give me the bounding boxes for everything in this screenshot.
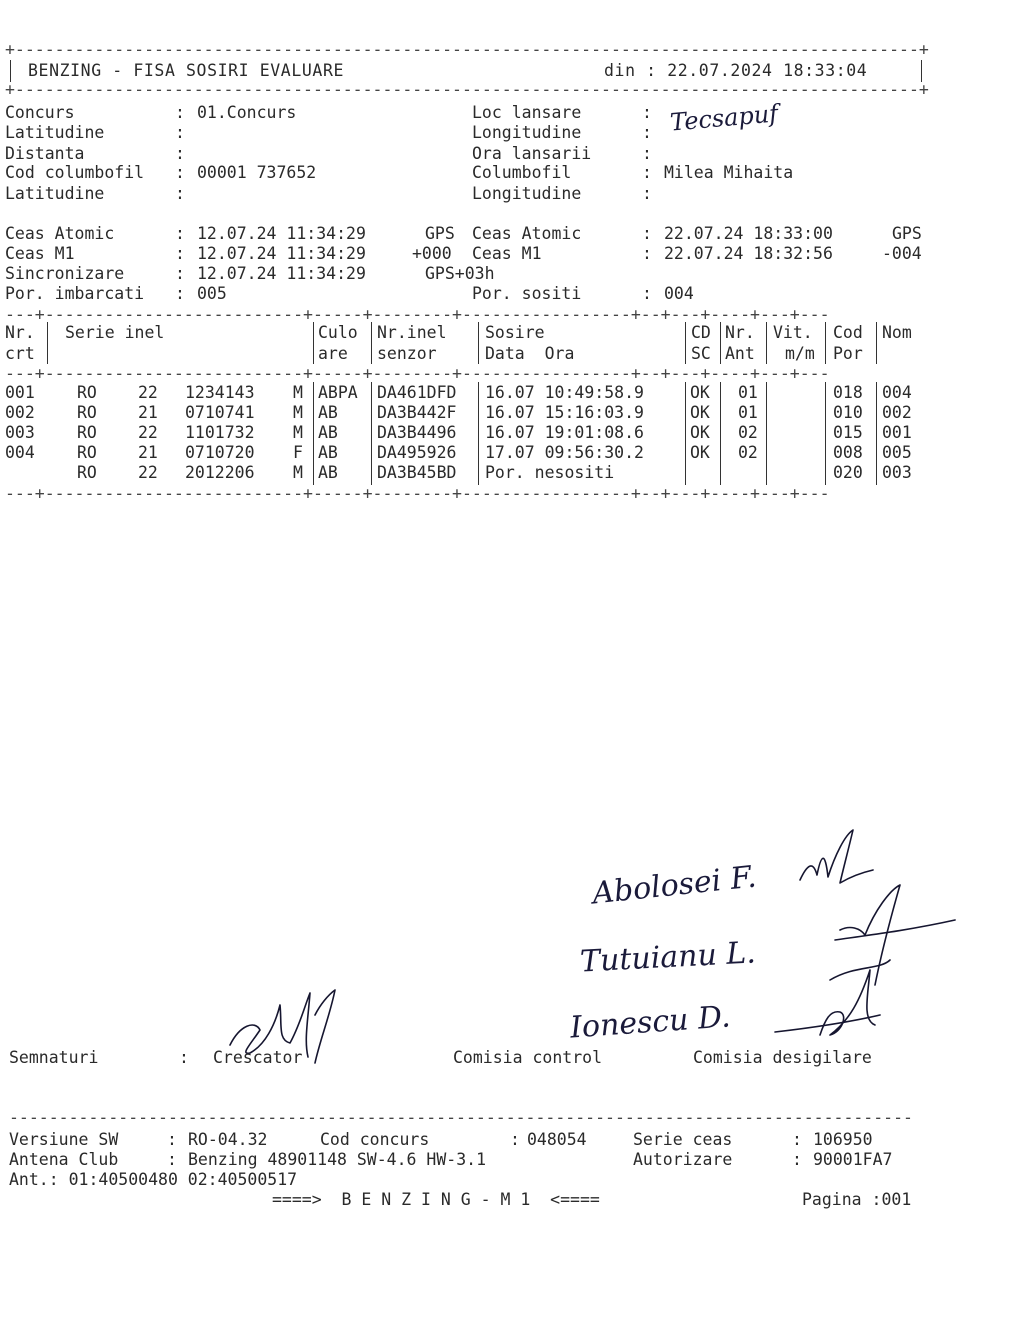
th-are: are [318,344,348,363]
colon: : [167,1150,177,1169]
cell-cdsc: OK [690,383,710,402]
info-value-cod-columbofil: 00001 737652 [197,163,317,182]
cell-nom: 004 [882,383,912,402]
th-cod: Cod [833,323,863,342]
cell-nr: 002 [5,403,35,422]
footer-autorizare-label: Autorizare [633,1150,733,1169]
cell-culoare: AB [318,463,338,482]
cell-inel: 1234143 [185,383,255,402]
clock-left-value-2: 12.07.24 11:34:29 [197,264,366,283]
colon: : [642,184,652,203]
cell-ant: 01 [738,403,758,422]
footer-serie-ceas: 106950 [813,1130,873,1149]
clock-right-value-0: 22.07.24 18:33:00 [664,224,833,243]
cell-sex: M [293,383,303,402]
footer-pagina: Pagina :001 [802,1190,912,1209]
info-label-longitudine-2: Longitudine [472,184,582,203]
col-sep [313,322,314,364]
th-vit: Vit. [773,323,813,342]
cell-an: 21 [138,403,158,422]
col-sep [720,322,721,364]
signature-control-3 [770,960,890,1040]
cell-sex: M [293,463,303,482]
handwritten-name-3: Ionescu D. [568,999,732,1046]
cell-inel: 0710741 [185,403,255,422]
cell-sosire: 16.07 10:49:58.9 [485,383,644,402]
col-sep [876,322,877,364]
cell-sosire: Por. nesositi [485,463,615,482]
colon: : [642,284,652,303]
clock-right-suffix-1: -004 [882,244,922,263]
info-label-cod-columbofil: Cod columbofil [5,163,145,182]
colon: : [167,1130,177,1149]
th-sc: SC [691,344,711,363]
header-left-border [10,60,11,82]
table-bottom-rule: ---+--------------------------+-----+--------+-----------------+--+---+----+---+--- [5,484,830,503]
header-right-border [921,60,922,82]
th-nr: Nr. [5,323,35,342]
clock-right-value-2: 004 [664,284,694,303]
cell-sex: M [293,403,303,422]
th-mm: m/m [785,344,815,363]
colon: : [175,163,185,182]
cell-tara: RO [77,403,97,422]
clock-right-value-1: 22.07.24 18:32:56 [664,244,833,263]
info-label-distanta: Distanta [5,144,85,163]
header-top-rule: +-------------------------------------------------------------------------------------------+ [5,40,929,59]
clock-left-suffix-0: GPS [425,224,455,243]
cell-culoare: ABPA [318,383,358,402]
report-date: din : 22.07.2024 18:33:04 [604,61,868,80]
cell-nom: 001 [882,423,912,442]
th-nom: Nom [882,323,912,342]
cell-ant: 02 [738,423,758,442]
cell-an: 22 [138,383,158,402]
cell-ant: 02 [738,443,758,462]
cell-nom: 002 [882,403,912,422]
cell-nom: 005 [882,443,912,462]
cell-sex: M [293,423,303,442]
th-serie: Serie inel [65,323,165,342]
col-sep [825,382,826,485]
cell-tara: RO [77,383,97,402]
colon: : [642,123,652,142]
col-sep [313,382,314,485]
info-label-loc-lansare: Loc lansare [472,103,582,122]
colon: : [792,1150,802,1169]
footer-cod-concurs: 048054 [527,1130,587,1149]
cell-cdsc: OK [690,423,710,442]
clock-left-label-0: Ceas Atomic [5,224,115,243]
cell-culoare: AB [318,403,338,422]
colon: : [642,244,652,263]
signature-label-comisia-desigilare: Comisia desigilare [693,1048,872,1067]
cell-senzor: DA3B442F [377,403,457,422]
th-senzor: senzor [377,344,437,363]
col-sep [825,322,826,364]
footer-ant-line: Ant.: 01:40500480 02:40500517 [9,1170,298,1189]
cell-cod: 008 [833,443,863,462]
report-title: BENZING - FISA SOSIRI EVALUARE [28,61,345,80]
handwritten-loc-lansare: Tecsapuf [668,99,780,137]
colon: : [175,264,185,283]
colon: : [642,103,652,122]
th-por: Por [833,344,863,363]
col-sep [766,382,767,485]
header-bottom-rule: +-------------------------------------------------------------------------------------------+ [5,80,929,99]
clock-left-suffix-2: GPS+03h [425,264,495,283]
col-sep [720,382,721,485]
th-sosire: Sosire [485,323,545,342]
info-label-columbofil: Columbofil [472,163,572,182]
info-label-concurs: Concurs [5,103,75,122]
cell-inel: 1101732 [185,423,255,442]
cell-inel: 2012206 [185,463,255,482]
cell-tara: RO [77,423,97,442]
clock-left-label-1: Ceas M1 [5,244,75,263]
th-ant: Ant [725,344,755,363]
signature-label-comisia-control: Comisia control [453,1048,603,1067]
colon: : [175,284,185,303]
col-sep [478,322,479,364]
cell-sex: F [293,443,303,462]
col-sep [47,322,48,364]
cell-nr: 001 [5,383,35,402]
colon: : [792,1130,802,1149]
signatures-label: Semnaturi [9,1048,99,1067]
footer-banner: ====> B E N Z I N G - M 1 <==== [272,1190,600,1209]
colon: : [175,184,185,203]
info-value-columbofil: Milea Mihaita [664,163,794,182]
cell-tara: RO [77,443,97,462]
footer-autorizare: 90001FA7 [813,1150,893,1169]
th-nr-ant: Nr. [725,323,755,342]
colon: : [179,1048,189,1067]
table-mid-rule: ---+--------------------------+-----+--------+-----------------+--+---+----+---+--- [5,364,830,383]
th-data-ora: Data Ora [485,344,575,363]
clock-right-label-2: Por. sositi [472,284,582,303]
signature-label-crescator: Crescator [213,1048,303,1067]
cell-cod: 010 [833,403,863,422]
cell-ant: 01 [738,383,758,402]
cell-cod: 020 [833,463,863,482]
footer-versiune-label: Versiune SW [9,1130,119,1149]
cell-tara: RO [77,463,97,482]
col-sep [685,382,686,485]
cell-cdsc: OK [690,443,710,462]
table-top-rule: ---+--------------------------+-----+--------+-----------------+--+---+----+---+--- [5,305,830,324]
footer-rule: ------------------------------------------------------------------------------------------- [9,1108,913,1127]
footer-antena: Benzing 48901148 SW-4.6 HW-3.1 [188,1150,487,1169]
cell-senzor: DA3B45BD [377,463,457,482]
col-sep [371,382,372,485]
cell-sosire: 17.07 09:56:30.2 [485,443,644,462]
clock-right-label-1: Ceas M1 [472,244,542,263]
cell-nr: 003 [5,423,35,442]
cell-sosire: 16.07 15:16:03.9 [485,403,644,422]
cell-cod: 015 [833,423,863,442]
colon: : [175,103,185,122]
clock-left-value-0: 12.07.24 11:34:29 [197,224,366,243]
colon: : [642,224,652,243]
info-value-concurs: 01.Concurs [197,103,297,122]
th-inel: Nr.inel [377,323,447,342]
cell-nr: 004 [5,443,35,462]
colon: : [175,123,185,142]
col-sep [876,382,877,485]
cell-an: 22 [138,423,158,442]
info-label-longitudine: Longitudine [472,123,582,142]
colon: : [175,144,185,163]
footer-serie-ceas-label: Serie ceas [633,1130,733,1149]
clock-right-suffix-0: GPS [892,224,922,243]
th-culo: Culo [318,323,358,342]
clock-left-suffix-1: +000 [412,244,452,263]
cell-inel: 0710720 [185,443,255,462]
cell-senzor: DA461DFD [377,383,457,402]
clock-left-value-3: 005 [197,284,227,303]
cell-culoare: AB [318,423,338,442]
col-sep [371,322,372,364]
col-sep [685,322,686,364]
clock-left-value-1: 12.07.24 11:34:29 [197,244,366,263]
colon: : [642,144,652,163]
footer-cod-concurs-label: Cod concurs [320,1130,430,1149]
col-sep [478,382,479,485]
handwritten-name-2: Tutuianu L. [579,935,757,980]
info-label-latitudine: Latitudine [5,123,105,142]
cell-sosire: 16.07 19:01:08.6 [485,423,644,442]
info-label-latitudine-2: Latitudine [5,184,105,203]
cell-senzor: DA3B4496 [377,423,457,442]
col-sep [766,322,767,364]
footer-antena-label: Antena Club [9,1150,119,1169]
colon: : [175,224,185,243]
cell-an: 21 [138,443,158,462]
cell-cdsc: OK [690,403,710,422]
footer-versiune: RO-04.32 [188,1130,268,1149]
cell-senzor: DA495926 [377,443,457,462]
colon: : [175,244,185,263]
clock-left-label-3: Por. imbarcati [5,284,145,303]
handwritten-name-1: Abolosei F. [590,859,758,912]
info-label-ora-lansarii: Ora lansarii [472,144,592,163]
cell-culoare: AB [318,443,338,462]
th-cd: CD [691,323,711,342]
th-crt: crt [5,344,35,363]
colon: : [510,1130,520,1149]
colon: : [642,163,652,182]
clock-left-label-2: Sincronizare [5,264,125,283]
cell-an: 22 [138,463,158,482]
clock-right-label-0: Ceas Atomic [472,224,582,243]
cell-nom: 003 [882,463,912,482]
cell-cod: 018 [833,383,863,402]
